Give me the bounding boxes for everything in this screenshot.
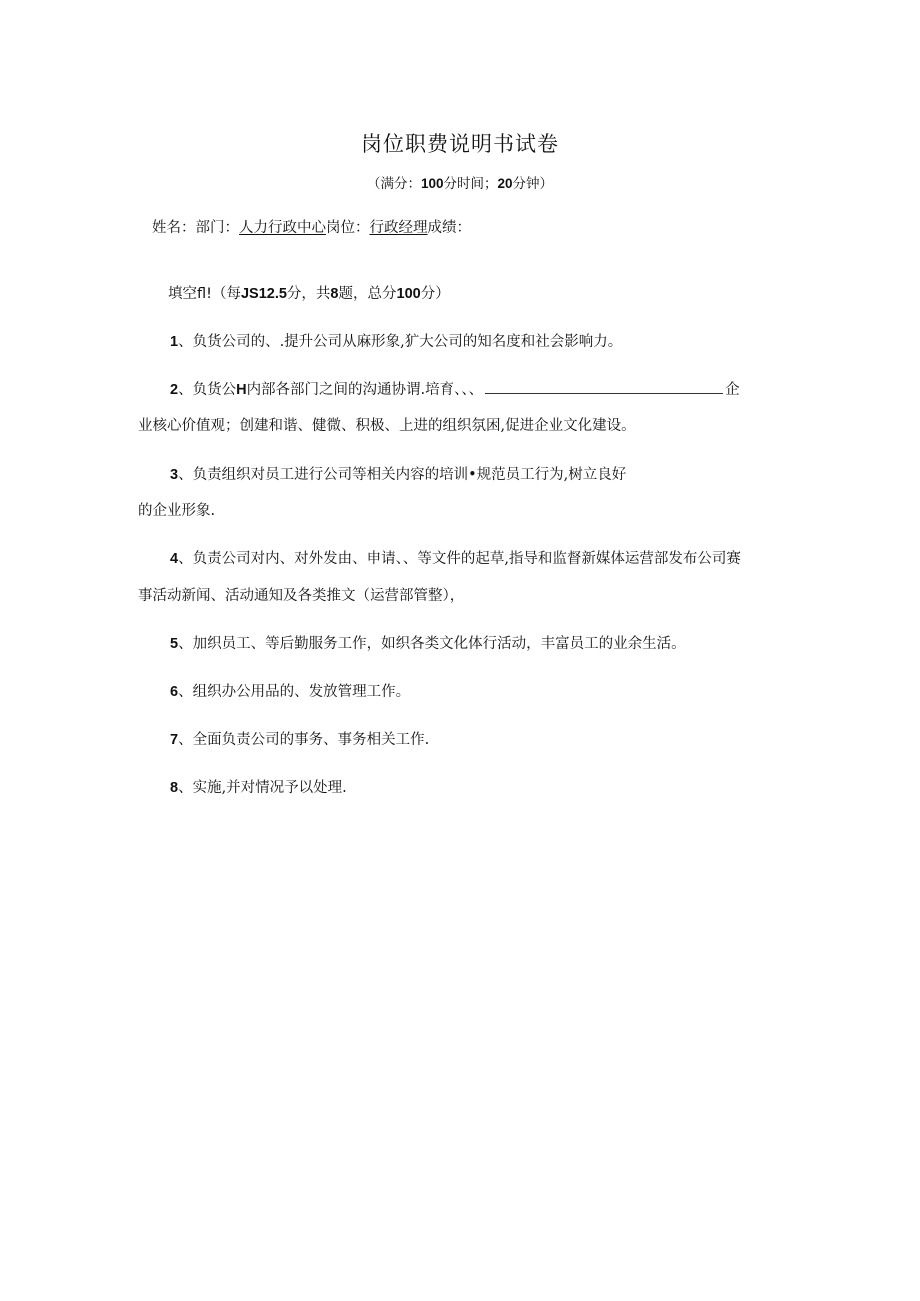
section-close: 分） (420, 286, 450, 302)
question-text: 、负责公司对内、对外发由、申请、、等文件的起草,指导和监督新媒体运营部发布公司赛 (178, 551, 741, 567)
question-2 (170, 378, 740, 399)
examinee-info (152, 216, 471, 237)
question-2-continuation: 业核心价值观；创建和谐、健微、积极、上进的组织氛困,促进企业文化建设。 (138, 418, 636, 434)
question-number: 2 (170, 382, 179, 398)
full-score: 100 (420, 176, 444, 191)
answer-blank[interactable] (485, 381, 723, 394)
question-text: 、负货公 (178, 382, 237, 398)
question-8 (170, 776, 347, 797)
question-text: 、负责组织对员工进行公司等相关内容的培训•规范员工行为,树立良好 (178, 467, 627, 483)
question-text: 、组织办公用品的、发放管理工作。 (178, 684, 411, 700)
question-number: 1 (170, 334, 179, 350)
exam-meta (0, 172, 920, 192)
question-6 (170, 680, 410, 701)
question-number: 5 (170, 636, 179, 652)
question-5 (170, 632, 686, 653)
meta-mid: 分时间； (443, 176, 498, 192)
question-7 (170, 728, 429, 749)
question-text: 、全面负责公司的事务、事务相关工作. (178, 732, 430, 748)
section-heading (168, 282, 450, 303)
section-mid2: 题，总分 (338, 286, 397, 302)
name-label: 姓名： (152, 220, 196, 236)
question-text: 企 (725, 382, 740, 398)
question-number: 8 (170, 780, 179, 796)
meta-open: （满分： (366, 176, 421, 192)
question-number: 3 (170, 467, 179, 483)
per-item-score: JS12.5 (240, 286, 287, 302)
question-text: 、负货公司的、.提升公司从麻形象,犷大公司的知名度和社会影响力。 (178, 334, 623, 350)
question-3 (170, 463, 626, 484)
section-prefix: 填空fl! (168, 286, 212, 302)
question-number: 6 (170, 684, 179, 700)
question-3-continuation: 的企业形象. (138, 503, 216, 519)
question-4-continuation: 事活动新闻、活动通知及各类推文（运营部管整）， (138, 588, 465, 604)
position-value: 行政经理 (369, 220, 428, 236)
section-paren-open: （每 (211, 286, 241, 302)
item-count: 8 (330, 286, 339, 302)
question-text: 内部各部门之间的沟通协谓.培育、、、 (246, 382, 484, 398)
question-text-bold: H (236, 382, 247, 398)
meta-close: 分钟） (512, 176, 554, 192)
question-1 (170, 330, 622, 351)
question-text: 、实施,并对情况予以处理. (178, 780, 347, 796)
duration: 20 (497, 176, 513, 191)
question-4 (170, 547, 741, 568)
department-value: 人力行政中心 (239, 220, 326, 236)
question-text: 、加织员工、等后勤服务工作，如织各类文化体行活动，丰富员工的业余生活。 (178, 636, 686, 652)
position-label: 岗位： (326, 220, 370, 236)
grade-label: 成绩： (427, 220, 471, 236)
question-number: 7 (170, 732, 179, 748)
question-number: 4 (170, 551, 179, 567)
department-label: 部门： (195, 220, 239, 236)
section-mid1: 分，共 (286, 286, 331, 302)
page-title: 岗位职费说明书试卷 (361, 132, 559, 156)
total-score: 100 (396, 286, 421, 302)
